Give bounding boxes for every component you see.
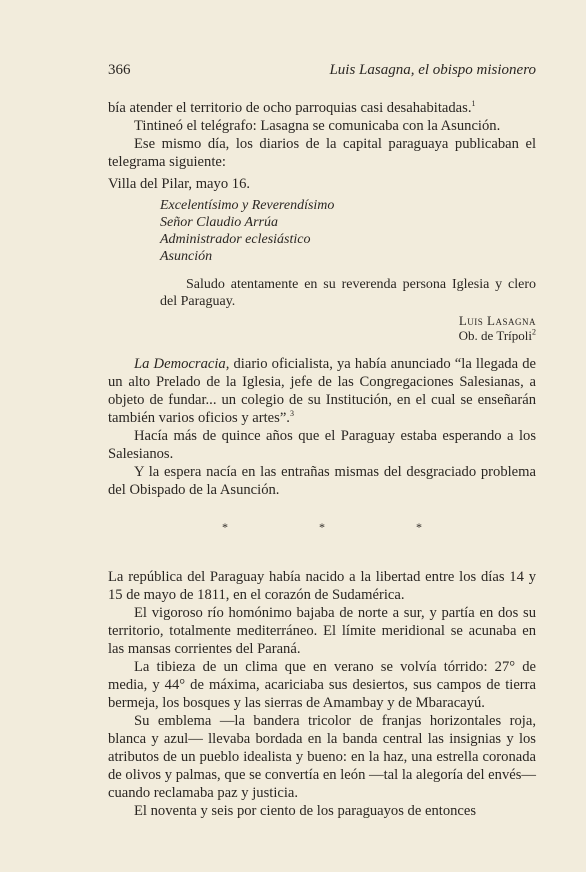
- paragraph: Su emblema —la bandera tricolor de franjas horizontales roja, blanca y azul— llevaba bordada en la banda central las insignias y los atributos de un pueblo idealista y bueno: en la haz, una estrella coronada de olivos y palmas, que se convertía en león —tal la alegoría del envés— cuando reclamaba paz y justicia.: [108, 713, 536, 801]
- page-number: 366: [108, 62, 131, 78]
- telegram-address: [160, 197, 536, 265]
- telegram-place-date: Villa del Pilar, mayo 16.: [108, 176, 251, 192]
- paragraph: El vigoroso río homónimo bajaba de norte a sur, y partía en dos su territorio, totalmente mediterráneo. El límite meridional se acunaba en las mansas corrientes del Paraná.: [108, 605, 536, 657]
- telegram-message: Saludo atentamente en su reverenda persona Iglesia y clero del Paraguay.: [160, 277, 536, 309]
- running-title: Luis Lasagna, el obispo misionero: [329, 62, 536, 78]
- section-separator: * * *: [222, 520, 466, 534]
- paragraph: La tibieza de un clima que en verano se volvía tórrido: 27° de media, y 44° de máxima, acariciaba sus desiertos, sus campos de tierra bermeja, los bosques y las sierras de Amambay y de Mbaracayú.: [108, 659, 536, 711]
- paragraph: Y la espera nacía en las entrañas mismas del desgraciado problema del Obispado de la Asunción.: [108, 464, 536, 498]
- paragraph: El noventa y seis por ciento de los paraguayos de entonces: [134, 803, 477, 819]
- telegram-signature: [108, 313, 536, 343]
- address-line: Asunción: [160, 249, 213, 264]
- address-line: Excelentísimo y Reverendísimo: [160, 198, 335, 213]
- page-header: [108, 62, 536, 82]
- page-body: [108, 99, 536, 820]
- paragraph: bía atender el territorio de ocho parroquias casi desahabitadas.$^1$: [108, 99, 476, 116]
- paragraph: La Democracia, diario oficialista, ya había anunciado “la llegada de un alto Prelado de la Iglesia, jefe de las Congregaciones Salesianas, a objeto de fundar... un colegio de su Institución, en el cual se enseñarán también varios oficios y artes”.$^3$: [108, 356, 536, 426]
- footnote-ref: 1: [471, 99, 476, 109]
- paragraph: Tintineó el telégrafo: Lasagna se comunicaba con la Asunción.: [134, 118, 501, 134]
- address-line: Señor Claudio Arrúa: [160, 215, 278, 230]
- signature-name: Luis Lasagna: [458, 313, 536, 328]
- paragraph: Ese mismo día, los diarios de la capital paraguaya publicaban el telegrama siguiente:: [108, 136, 536, 170]
- paragraph: La república del Paraguay había nacido a la libertad entre los días 14 y 15 de mayo de 1811, en el corazón de Sudamérica.: [108, 569, 536, 603]
- address-line: Administrador eclesiástico: [160, 232, 311, 247]
- paragraph: Hacía más de quince años que el Paraguay estaba esperando a los Salesianos.: [108, 428, 536, 462]
- footnote-ref: 3: [289, 409, 294, 419]
- signature-title: Ob. de Trípoli$^2$: [458, 327, 536, 343]
